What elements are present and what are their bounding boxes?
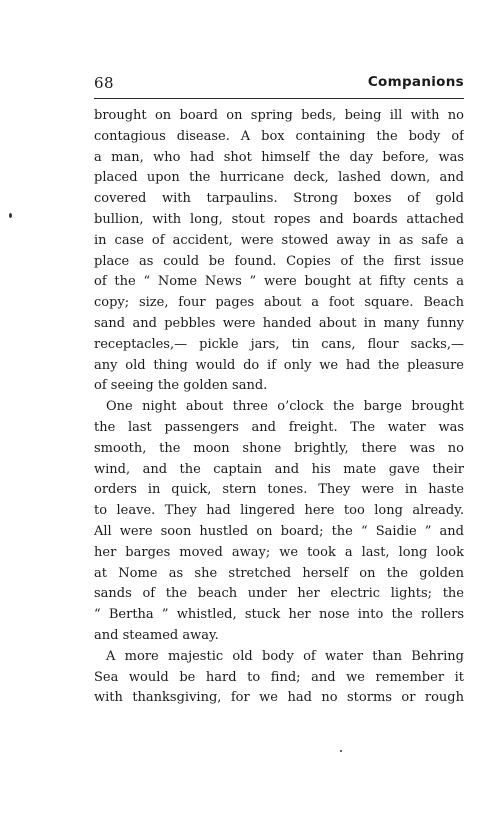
text-line: brought on board on spring beds, being ill with no [94,108,464,123]
text-line: with thanksgiving, for we had no storms or rough [94,690,464,706]
body-text [94,106,464,709]
text-line: place as could be found. Copies of the first issue [94,253,464,269]
text-line: sands of the beach under her electric lights; the [94,586,464,602]
margin-speck [9,213,12,218]
text-line: Sea would be hard to find; and we remember it [94,669,464,685]
text-line: sand and pebbles were handed about in many funny [94,315,464,331]
text-line: smooth, the moon shone brightly, there was no [94,440,464,456]
text-line: bullion, with long, stout ropes and boards attached [94,211,464,227]
text-line: in case of accident, were stowed away in as safe a [94,232,464,248]
text-line: to leave. They had lingered here too long already. [94,503,464,519]
running-head [94,74,464,96]
text-line: copy; size, four pages about a foot square. Beach [94,295,464,311]
text-line: and steamed away. [94,627,219,643]
text-line: placed upon the hurricane deck, lashed down, and [94,170,464,186]
paragraph-first-line: A more majestic old body of water than Behring [106,648,464,664]
text-line: at Nome as she stretched herself on the golden [94,565,464,581]
text-line: her barges moved away; we took a last, long look [94,544,464,560]
text-line: the last passengers and freight. The water was [94,419,464,435]
running-title: Companions [367,74,464,90]
paragraph-first-line: One night about three o’clock the barge brought [106,399,464,415]
page-speck [340,750,342,752]
text-line: receptacles,— pickle jars, tin cans, flour sacks,— [94,336,464,352]
text-line: covered with tarpaulins. Strong boxes of gold [94,191,464,207]
text-line: of seeing the golden sand. [94,378,268,394]
text-line: orders in quick, stern tones. They were in haste [94,482,464,498]
text-line: of the “ Nome News ” were bought at fifty cents a [94,274,464,290]
text-line: any old thing would do if only we had the pleasure [94,357,464,373]
text-line: “ Bertha ” whistled, stuck her nose into the rollers [94,607,464,623]
text-line: All were soon hustled on board; the “ Saidie ” and [94,523,464,539]
text-line: wind, and the captain and his mate gave their [94,461,464,477]
header-rule [94,98,464,99]
text-line: a man, who had shot himself the day before, was [94,149,464,165]
page-number: 68 [94,74,115,92]
text-line: contagious disease. A box containing the body of [94,128,464,144]
